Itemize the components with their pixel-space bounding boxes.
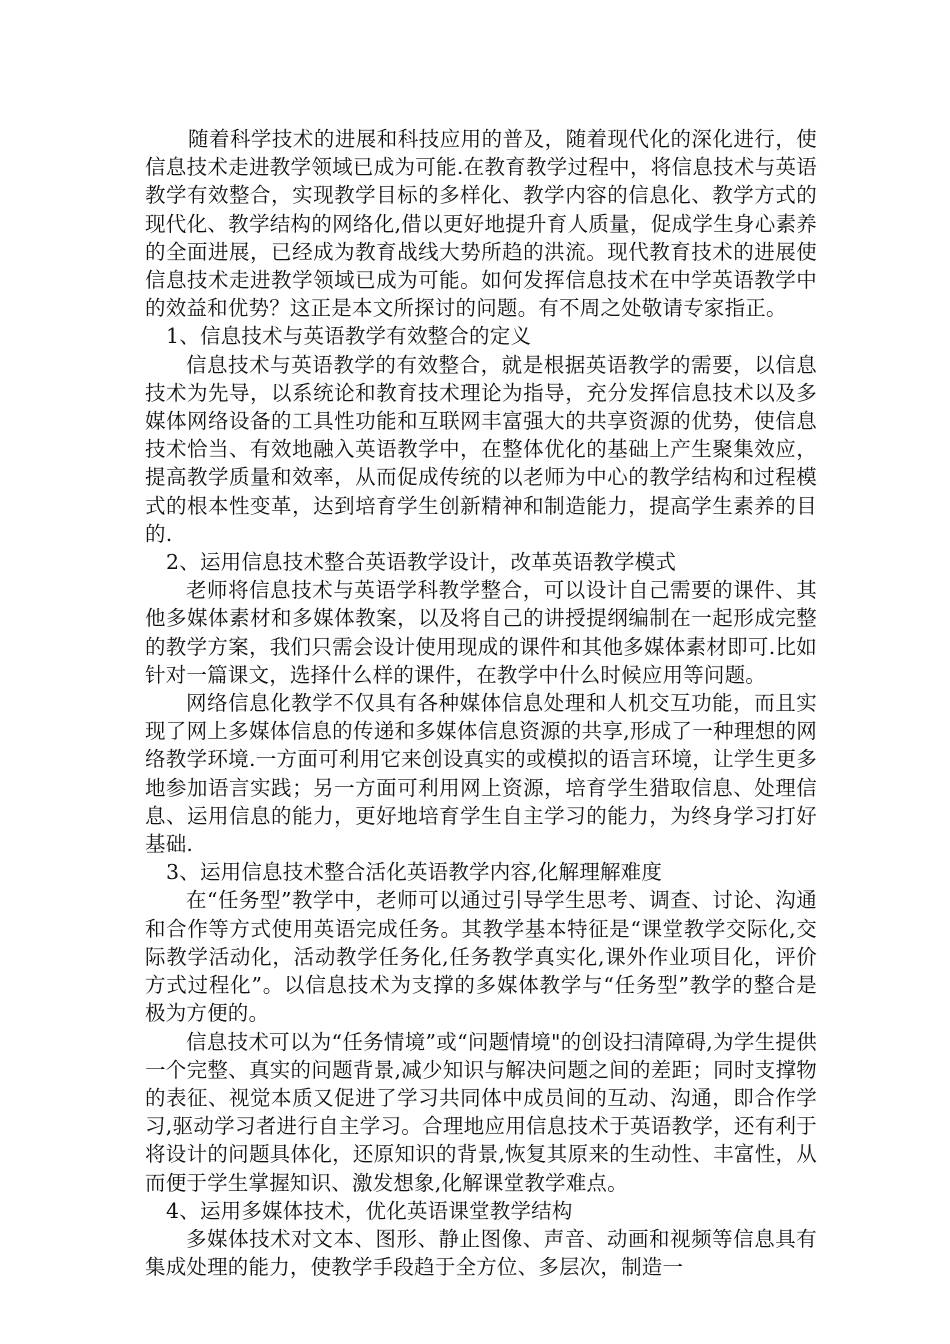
paragraph-design: 老师将信息技术与英语学科教学整合，可以设计自己需要的课件、其他多媒体素材和多媒体教案，以及将自己的讲授提纲编制在一起形成完整的教学方案，我们只需会设计使用现成的课件和其他多媒体素材即可.比如针对一篇课文，选择什么样的课件，在教学中什么时候应用等问题。 xyxy=(145,578,817,687)
document-body xyxy=(145,125,817,1281)
paragraph-definition: 信息技术与英语教学的有效整合，就是根据英语教学的需要，以信息技术为先导，以系统论和教育技术理论为指导，充分发挥信息技术以及多媒体网络设备的工具性功能和互联网丰富强大的共享资源的优势，使信息技术恰当、有效地融入英语教学中，在整体优化的基础上产生聚集效应，提高教学质量和效率，从而促成传统的以老师为中心的教学结构和过程模式的根本性变革，达到培育学生创新精神和制造能力，提高学生素养的目的. xyxy=(145,352,817,546)
paragraph-network: 网络信息化教学不仅具有各种媒体信息处理和人机交互功能，而且实现了网上多媒体信息的传递和多媒体信息资源的共享,形成了一种理想的网络教学环境.一方面可利用它来创设真实的或模拟的语言环境，让学生更多地参加语言实践；另一方面可利用网上资源，培育学生猎取信息、处理信息、运用信息的能力，更好地培育学生自主学习的能力，为终身学习打好基础. xyxy=(145,691,817,857)
paragraph-task-based: 在“任务型”教学中，老师可以通过引导学生思考、调查、讨论、沟通和合作等方式使用英语完成任务。其教学基本特征是“课堂教学交际化,交际教学活动化，活动教学任务化,任务教学真实化,课外作业项目化，评价方式过程化”。以信息技术为支撑的多媒体教学与“任务型”教学的整合是极为方便的。 xyxy=(145,888,817,1026)
section-heading-1: 1、信息技术与英语教学有效整合的定义 xyxy=(166,324,532,349)
section-heading-2: 2、运用信息技术整合英语教学设计，改革英语教学模式 xyxy=(166,550,677,575)
section-heading-3: 3、运用信息技术整合活化英语教学内容,化解理解难度 xyxy=(166,860,663,885)
paragraph-intro: 随着科学技术的进展和科技应用的普及，随着现代化的深化进行，使信息技术走进教学领域已成为可能.在教育教学过程中，将信息技术与英语教学有效整合，实现教学目标的多样化、教学内容的信息化、教学方式的现代化、教学结构的网络化,借以更好地提升育人质量，促成学生身心素养的全面进展，已经成为教育战线大势所趋的洪流。现代教育技术的进展使信息技术走进教学领域已成为可能。如何发挥信息技术在中学英语教学中的效益和优势？这正是本文所探讨的问题。有不周之处敬请专家指正。 xyxy=(145,127,817,321)
paragraph-multimedia: 多媒体技术对文本、图形、静止图像、声音、动画和视频等信息具有集成处理的能力，使教学手段趋于全方位、多层次，制造一 xyxy=(145,1226,817,1280)
section-heading-4: 4、运用多媒体技术，优化英语课堂教学结构 xyxy=(166,1198,573,1223)
paragraph-situation: 信息技术可以为“任务情境”或“问题情境"的创设扫清障碍,为学生提供一个完整、真实的问题背景,减少知识与解决问题之间的差距；同时支撑物的表征、视觉本质又促进了学习共同体中成员间的互动、沟通，即合作学习,驱动学习者进行自主学习。合理地应用信息技术于英语教学，还有利于将设计的问题具体化，还原知识的背景,恢复其原来的生动性、丰富性，从而便于学生掌握知识、激发想象,化解课堂教学难点。 xyxy=(145,1029,817,1195)
